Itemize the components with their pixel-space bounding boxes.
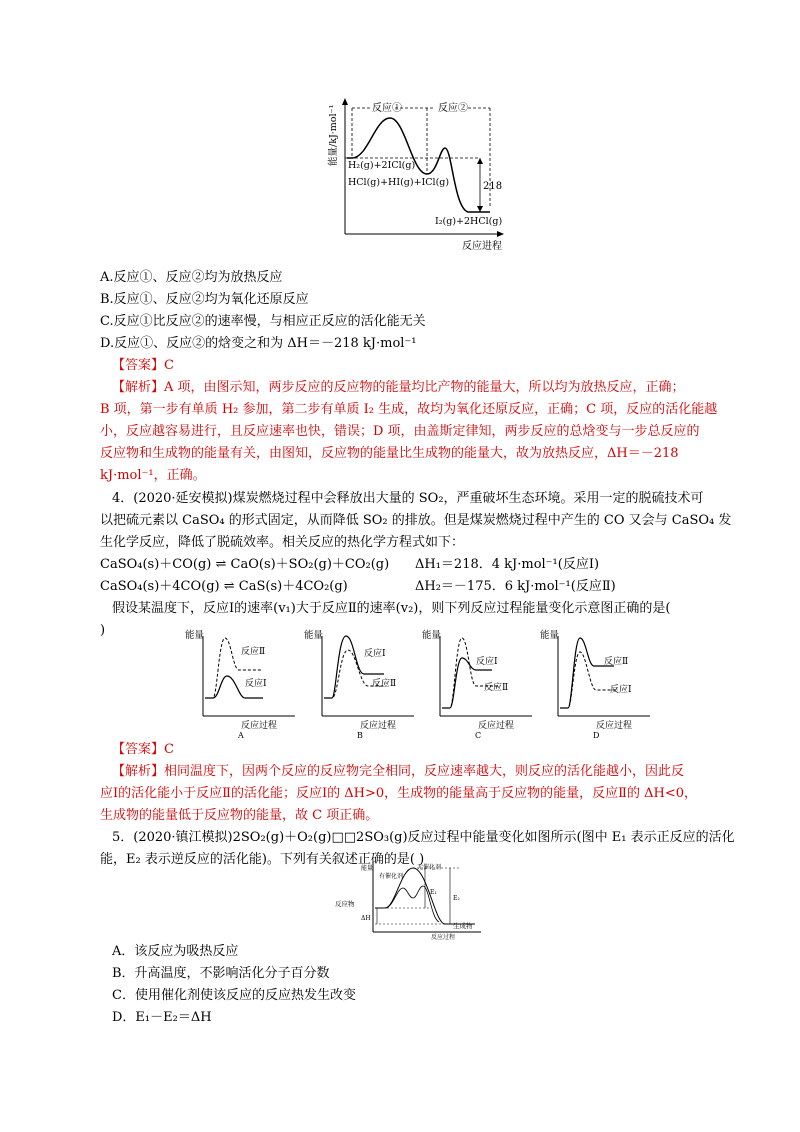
q5-catalyst-label: 有催化剂	[379, 873, 404, 880]
q4-graph-c	[420, 628, 535, 740]
fig1-label-mid: HCl(g)+HI(g)+ICl(g)	[348, 177, 450, 188]
graph-upper-label: 反应Ⅰ	[364, 649, 386, 659]
q3-option-c: C.反应①比反应②的速率慢，与相应正反应的活化能无关	[100, 314, 426, 329]
q5-stem-line: 能，E₂ 表示逆反应的活化能)。下列有关叙述正确的是( )	[100, 852, 425, 867]
region1-label: 反应①	[372, 103, 402, 114]
q3-option-a: A.反应①、反应②均为放热反应	[100, 270, 283, 285]
graph-y-label: 能量	[422, 630, 442, 641]
q4-graph-d	[538, 628, 653, 740]
q3-analysis-line: 小，反应越容易进行，且反应速率也快，错误；D 项，由盖斯定律知，两步反应的总焓变与一步总反应的	[100, 424, 700, 439]
energy-diagram-fig1	[320, 96, 505, 256]
graph-letter: C	[475, 731, 482, 740]
graph-y-label: 能量	[185, 630, 205, 641]
q5-e1-label: E₁	[430, 889, 437, 896]
graph-letter: D	[593, 731, 600, 740]
graph-lower-label: 反应Ⅰ	[245, 679, 267, 689]
q4-analysis-line: 生成物的能量低于反应物的能量，故 C 项正确。	[100, 808, 379, 823]
q5-dh-label: ΔH	[361, 915, 371, 922]
q3-option-b: B.反应①、反应②均为氧化还原反应	[100, 292, 309, 307]
graph-lower-label: 反应Ⅱ	[484, 683, 509, 693]
graph-lower-label: 反应Ⅱ	[372, 679, 397, 689]
q3-analysis-line: B 项，第一步有单质 H₂ 参加，第二步有单质 I₂ 生成，故均为氧化还原反应，正确；C 项，反应的活化能越	[100, 402, 718, 417]
q5-reactant-label: 反应物	[335, 900, 355, 908]
q4-graph-a	[183, 628, 298, 740]
q4-stem-line: 4．(2020·延安模拟)煤炭燃烧过程中会释放出大量的 SO₂，严重破坏生态环境。采用一定的脱硫技术可	[112, 491, 704, 506]
graph-upper-label: 反应Ⅱ	[604, 657, 629, 667]
q4-equation-2: CaSO₄(s)＋4CO(g) ⇌ CaS(s)＋4CO₂(g)	[100, 579, 348, 594]
q4-analysis-line: 【解析】相同温度下，因两个反应的反应物完全相同，反应速率越大，则反应的活化能越小，因此反	[112, 764, 685, 779]
q4-graph-b	[302, 628, 417, 740]
graph-upper-label: 反应Ⅰ	[476, 657, 498, 667]
graph-y-label: 能量	[540, 630, 560, 641]
fig1-x-label: 反应进程	[462, 241, 502, 252]
graph-x-label: 反应过程	[478, 721, 515, 731]
region2-label: 反应②	[438, 103, 468, 114]
graph-x-label: 反应过程	[596, 721, 633, 731]
q4-question: 假设某温度下，反应Ⅰ的速率(v₁)大于反应Ⅱ的速率(v₂)，则下列反应过程能量变化示意图正确的是(	[112, 601, 671, 616]
graph-y-label: 能量	[304, 630, 324, 641]
q3-option-d: D.反应①、反应②的焓变之和为 ΔH＝－218 kJ·mol⁻¹	[100, 336, 417, 351]
q5-x-label: 反应过程	[431, 934, 456, 940]
fig1-value: 218	[483, 181, 503, 192]
graph-letter: B	[357, 731, 363, 740]
fig1-label-start: H₂(g)+2ICl(g)	[348, 160, 416, 171]
q4-equation-1: CaSO₄(s)＋CO(g) ⇌ CaO(s)＋SO₂(g)＋CO₂(g)	[100, 557, 390, 572]
q4-question-paren: )	[100, 623, 106, 638]
q4-equation-2-dh: ΔH₂＝－175．6 kJ·mol⁻¹(反应Ⅱ)	[415, 579, 616, 594]
q3-analysis-line: 反应物和生成物的能量有关，由图知，反应物的能量比生成物的能量大，故为放热反应，ΔH＝－218	[100, 446, 679, 461]
q4-answer: 【答案】C	[112, 742, 174, 757]
q3-answer: 【答案】C	[112, 358, 174, 373]
q5-e2-label: E₂	[453, 895, 460, 902]
q5-option-d: D．E₁－E₂＝ΔH	[112, 1010, 212, 1025]
q5-product-label: 生成物	[453, 922, 473, 930]
q5-stem-line: 5．(2020·镇江模拟)2SO₂(g)＋O₂(g)□□2SO₃(g)反应过程中能量变化如图所示(图中 E₁ 表示正反应的活化	[112, 830, 735, 845]
fig1-y-label: 能量/kJ·mol⁻¹	[328, 104, 339, 166]
graph-x-label: 反应过程	[241, 721, 278, 731]
q4-stem-line: 以把硫元素以 CaSO₄ 的形式固定，从而降低 SO₂ 的排放。但是煤炭燃烧过程中产生的 CO 又会与 CaSO₄ 发	[100, 513, 732, 528]
q5-no-catalyst-label: 无催化剂	[417, 864, 442, 871]
q3-analysis-line: 【解析】A 项，由图示知，两步反应的反应物的能量均比产物的能量大，所以均为放热反应，正确；	[112, 380, 685, 395]
q5-energy-diagram	[335, 858, 485, 940]
q4-stem-line: 生化学反应，降低了脱硫效率。相关反应的热化学方程式如下：	[100, 535, 465, 550]
graph-letter: A	[238, 731, 244, 740]
graph-lower-label: 反应Ⅰ	[610, 685, 632, 695]
q5-option-b: B．升高温度，不影响活化分子百分数	[112, 966, 330, 981]
q5-option-a: A．该反应为吸热反应	[112, 944, 239, 959]
graph-x-label: 反应过程	[360, 721, 397, 731]
graph-upper-label: 反应Ⅱ	[241, 647, 266, 657]
q3-analysis-line: kJ·mol⁻¹，正确。	[100, 468, 206, 483]
q5-y-label: 能量	[361, 865, 374, 872]
q4-analysis-line: 应Ⅰ的活化能小于反应Ⅱ的活化能；反应Ⅰ的 ΔH>0，生成物的能量高于反应物的能量，反应Ⅱ的 ΔH<0，	[100, 786, 697, 801]
q4-equation-1-dh: ΔH₁＝218．4 kJ·mol⁻¹(反应Ⅰ)	[415, 557, 600, 572]
q5-option-c: C．使用催化剂使该反应的反应热发生改变	[112, 988, 356, 1003]
fig1-label-end: I₂(g)+2HCl(g)	[435, 216, 503, 227]
